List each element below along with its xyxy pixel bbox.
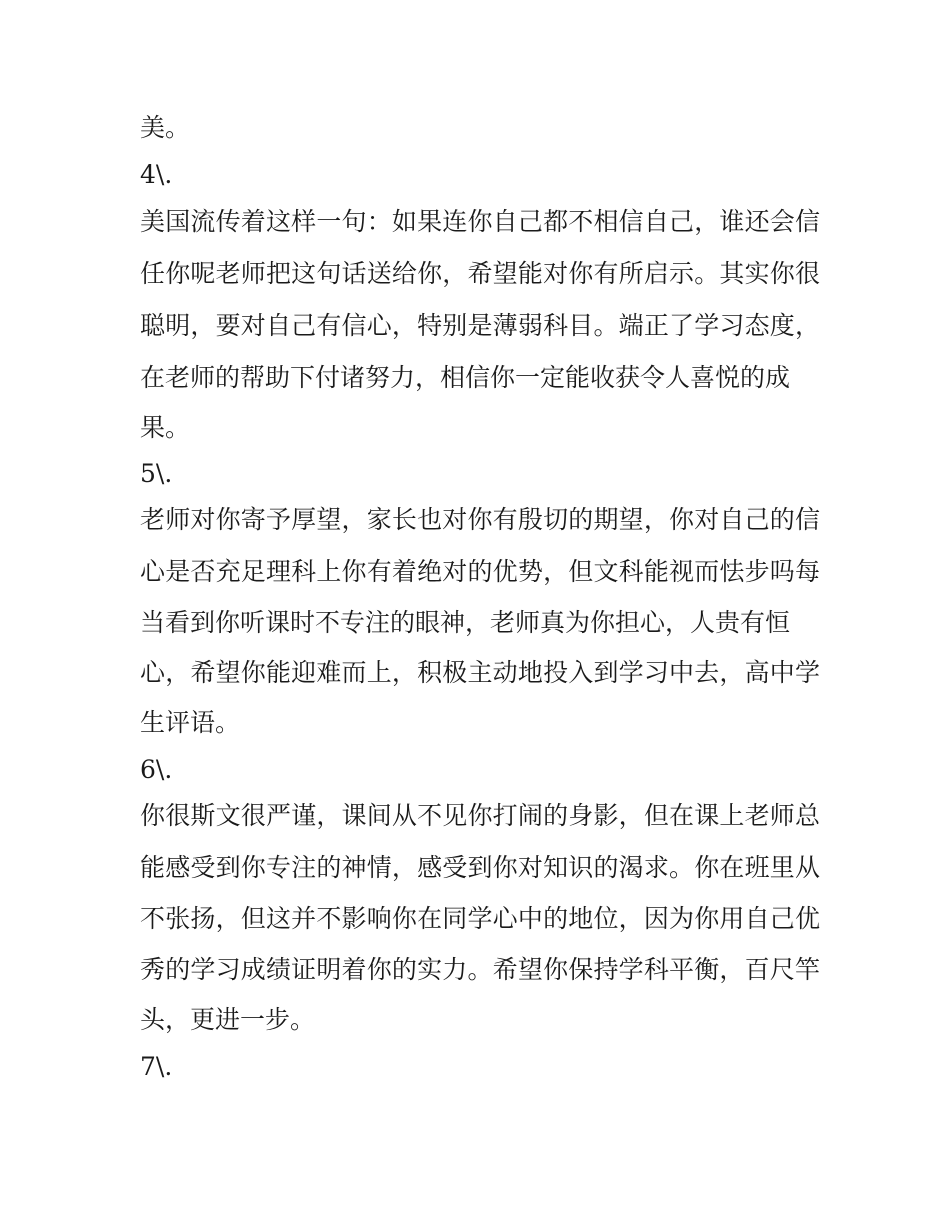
text-line: 能感受到你专注的神情，感受到你对知识的渴求。你在班里从 bbox=[140, 853, 820, 882]
text-line: 美。 bbox=[140, 113, 191, 142]
text-line: 秀的学习成绩证明着你的实力。希望你保持学科平衡，百尺竿 bbox=[140, 955, 820, 984]
text-line: 不张扬，但这并不影响你在同学心中的地位，因为你用自己优 bbox=[140, 904, 820, 933]
text-line: 果。 bbox=[140, 413, 191, 442]
text-line: 心是否充足理科上你有着绝对的优势，但文科能视而怯步吗每 bbox=[140, 557, 820, 586]
text-line: 任你呢老师把这句话送给你，希望能对你有所启示。其实你很 bbox=[140, 259, 820, 288]
text-line: 聪明，要对自己有信心，特别是薄弱科目。端正了学习态度， bbox=[140, 311, 820, 340]
text-line: 头，更进一步。 bbox=[140, 1005, 316, 1034]
text-line: 老师对你寄予厚望，家长也对你有殷切的期望，你对自己的信 bbox=[140, 505, 820, 534]
section-number: 7\. bbox=[140, 1052, 173, 1081]
text-line: 你很斯文很严谨，课间从不见你打闹的身影，但在课上老师总 bbox=[140, 801, 820, 830]
section-number: 5\. bbox=[140, 459, 173, 488]
text-line: 心，希望你能迎难而上，积极主动地投入到学习中去，高中学 bbox=[140, 658, 820, 687]
text-line: 当看到你听课时不专注的眼神，老师真为你担心，人贵有恒 bbox=[140, 608, 791, 637]
text-line: 生评语。 bbox=[140, 708, 241, 737]
section-number: 4\. bbox=[140, 160, 173, 189]
text-line: 美国流传着这样一句：如果连你自己都不相信自己，谁还会信 bbox=[140, 207, 820, 236]
section-number: 6\. bbox=[140, 755, 173, 784]
text-line: 在老师的帮助下付诸努力，相信你一定能收获令人喜悦的成 bbox=[140, 363, 791, 392]
